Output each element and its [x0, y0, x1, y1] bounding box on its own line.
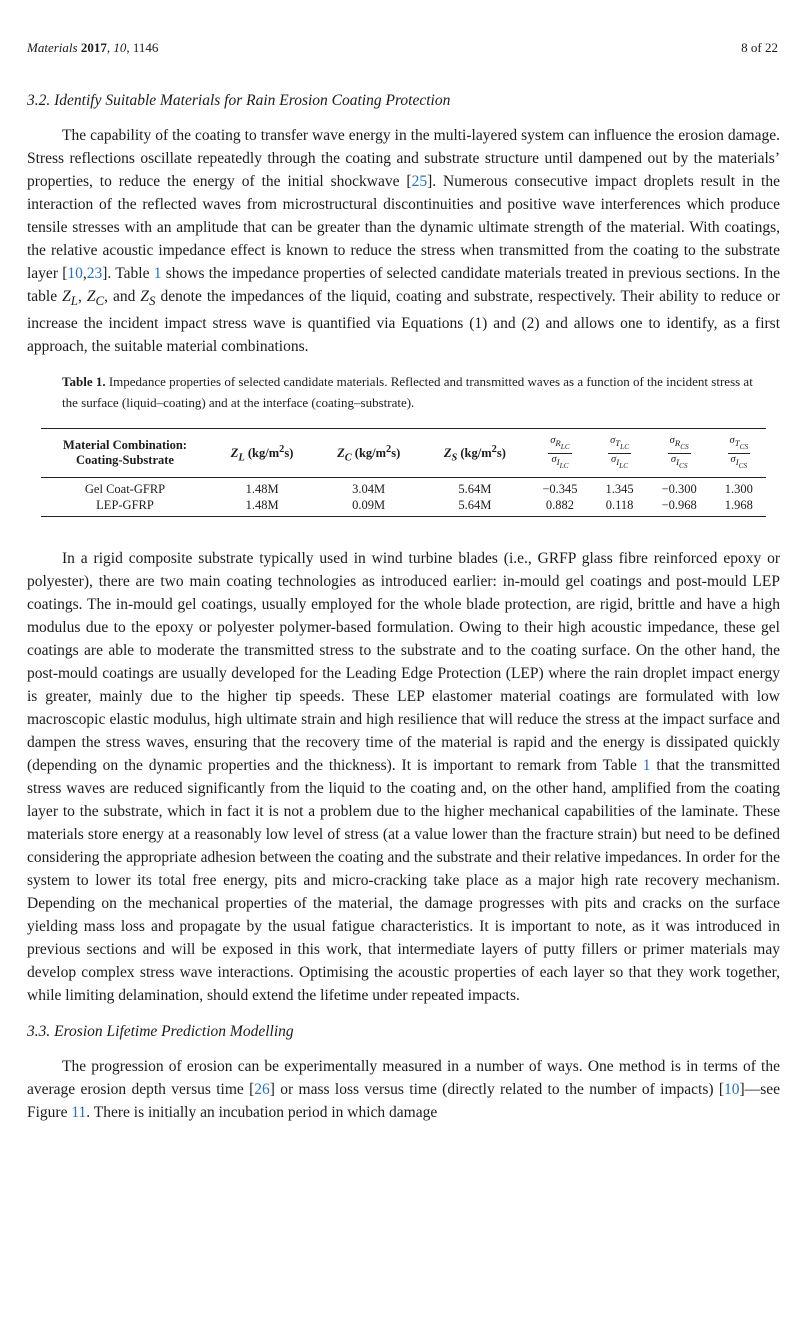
citation-link[interactable]: 10 [67, 265, 83, 282]
table-row [41, 497, 766, 517]
citation-link[interactable]: 23 [86, 265, 103, 282]
cell-zl: 1.48M [245, 481, 279, 496]
paragraph-impedance: The capability of the coating to transfer wave energy in the multi-layered system can influence the erosion damage. Stress reflections oscillate repeatedly through the coating and substrate structure until dampened out by the materials’ properties, to reduce the energy of the initial shockwave [25]. Numerous consecutive impact droplets result in the interaction of the reflected waves from microstructural discontinuities and positive wave interferences which produce tensile stresses with an amplitude that can be greater than the dynamic ultimate strength of the material. With coatings, the relative acoustic impedance effect is known to reduce the stress when transmitted from the coating to the substrate layer [10,23]. Table 1 shows the impedance properties of selected candidate materials treated in previous sections. In the table $Z_L$, $Z_C$, and $Z_S$ denote the impedances of the liquid, coating and substrate, respectively. Their ability to reduce or increase the incident impact stress wave is quantified via Equations (1) and (2) and allows one to identify, as a first approach, the suitable material combinations. [27, 127, 781, 356]
impedance-table [41, 428, 766, 517]
journal-year: 2017 [80, 40, 107, 55]
page-number: 8 of 22 [741, 40, 778, 55]
impedance-symbol: Z [62, 288, 71, 305]
section-heading-3-3: 3.3. Erosion Lifetime Prediction Modelling [27, 1022, 294, 1040]
cell-zs: 5.64M [458, 481, 492, 496]
running-header [27, 40, 778, 56]
col-header-reflected-cs: $\frac{\sigma_{R_{CS}}}{\sigma_{I_{CS}}}$ [647, 429, 712, 478]
impedance-symbol: Z [140, 288, 150, 305]
cell-r-lc: 0.882 [528, 497, 593, 517]
col-header-reflected-lc: $\frac{\sigma_{R_{LC}}}{\sigma_{I_{LC}}}$ [528, 429, 593, 478]
cell-t-cs: 1.300 [724, 481, 753, 496]
cell-r-lc: −0.345 [542, 481, 578, 496]
table-header-row [41, 429, 766, 478]
col-header-transmitted-lc: $\frac{\sigma_{T_{LC}}}{\sigma_{I_{LC}}}$ [592, 429, 646, 478]
section-heading-3-2: 3.2. Identify Suitable Materials for Rain Erosion Coating Protection [27, 92, 451, 109]
col-header-zc: $Z_C$ $(kg/m^2s)$ [315, 429, 422, 478]
table-caption-text: Impedance properties of selected candidate materials. Reflected and transmitted waves as a function of the incident stress at the surface (liquid–coating) and at the interface (coating–substrate). [62, 374, 753, 411]
table-caption-label: Table 1. [62, 374, 106, 390]
col-header-material: Material Combination: Coating-Substrate [41, 429, 209, 478]
cell-zc: 0.09M [315, 497, 422, 517]
table-row [41, 477, 766, 497]
cell-material: Gel Coat-GFRP [84, 481, 166, 496]
citation-link[interactable]: 25 [411, 173, 428, 190]
cell-r-cs: −0.300 [661, 481, 697, 496]
cell-t-lc: 0.118 [592, 497, 646, 517]
paragraph-coating-technologies: In a rigid composite substrate typically used in wind turbine blades (i.e., GRFP glass fibre reinforced epoxy or polyester), there are two main coating technologies as introduced earlier: in-mould gel coatings and post-mould LEP coatings. The in-mould gel coatings, usually employed for the whole blade protection, are rigid, brittle and have a high modulus due to the epoxy or polyester polymer-based formulation. Owing to their high acoustic impedance, these gel coatings are able to moderate the transmitted stress to the substrate and to the coating surface. On the other hand, the post-mould coatings are usually developed for the Leading Edge Protection (LEP) where the rain droplet impact energy is greater, mainly due to the higher tip speeds. These LEP elastomer material coatings are formulated with low macroscopic elastic modulus, high ultimate strain and high resilience that will reduce the stress at the impact surface and dampen the stress waves, ensuring that the recovery time of the material is rapid and the energy is dissipated quickly (depending on the dynamic properties and the thickness). It is important to remark from Table 1 that the transmitted stress waves are reduced significantly from the liquid to the coating and, on the other hand, amplified from the coating layer to the substrate, which in fact it is not a problem due to the higher mechanical capabilities of the laminate. These materials store energy at a reasonably low level of stress (at a value lower than the fracture strain) but need to be defined considering the appropriate adhesion between the coating and the substrate and their relative impedances. In order for the system to lower its total free energy, pits and micro-cracking take place as a major high rate recovery mechanism. Depending on the mechanical properties of the material, the damage progresses with pits and cracks on the surface yielding mass loss and propagate by the usual fatigue characteristics. It is important to note, as it was introduced in previous sections and will be exposed in this work, that intermediate layers of putty fillers or primer materials may develop complex stress wave interactions. Optimising the acoustic properties of each layer so that they work together, while limiting delamination, should extend the lifetime under repeated impacts. [27, 549, 780, 1004]
cell-zl: 1.48M [209, 497, 315, 517]
table-reference-link[interactable]: 1 [642, 756, 651, 774]
paragraph-erosion-progression: The progression of erosion can be experimentally measured in a number of ways. One method is in terms of the average erosion depth versus time [26] or mass loss versus time (directly related to the number of impacts) [10]—see Figure 11. There is initially an incubation period in which damage [27, 1057, 780, 1121]
journal-volume: 10 [113, 40, 127, 55]
table-reference-link[interactable]: 1 [153, 265, 162, 282]
citation-link[interactable]: 10 [724, 1080, 740, 1098]
impedance-symbol: Z [86, 288, 96, 305]
cell-t-lc: 1.345 [605, 481, 634, 496]
cell-t-cs: 1.968 [712, 497, 766, 517]
col-header-transmitted-cs: $\frac{\sigma_{T_{CS}}}{\sigma_{I_{CS}}}$ [712, 429, 766, 478]
figure-reference-link[interactable]: 11 [71, 1103, 87, 1121]
col-header-zs: $Z_S$ $(kg/m^2s)$ [422, 429, 527, 478]
journal-name: Materials [27, 40, 78, 55]
citation-link[interactable]: 26 [254, 1080, 270, 1098]
cell-material: LEP-GFRP [41, 497, 209, 517]
article-number: 1146 [132, 40, 159, 55]
cell-zc: 3.04M [352, 481, 386, 496]
main-content [27, 90, 780, 1124]
table-caption [62, 371, 767, 413]
journal-citation: Materials 2017, 10, 1146 [27, 40, 159, 55]
cell-r-cs: −0.968 [647, 497, 712, 517]
col-header-zl: $Z_L$ $(kg/m^2s)$ [209, 429, 315, 478]
cell-zs: 5.64M [422, 497, 527, 517]
